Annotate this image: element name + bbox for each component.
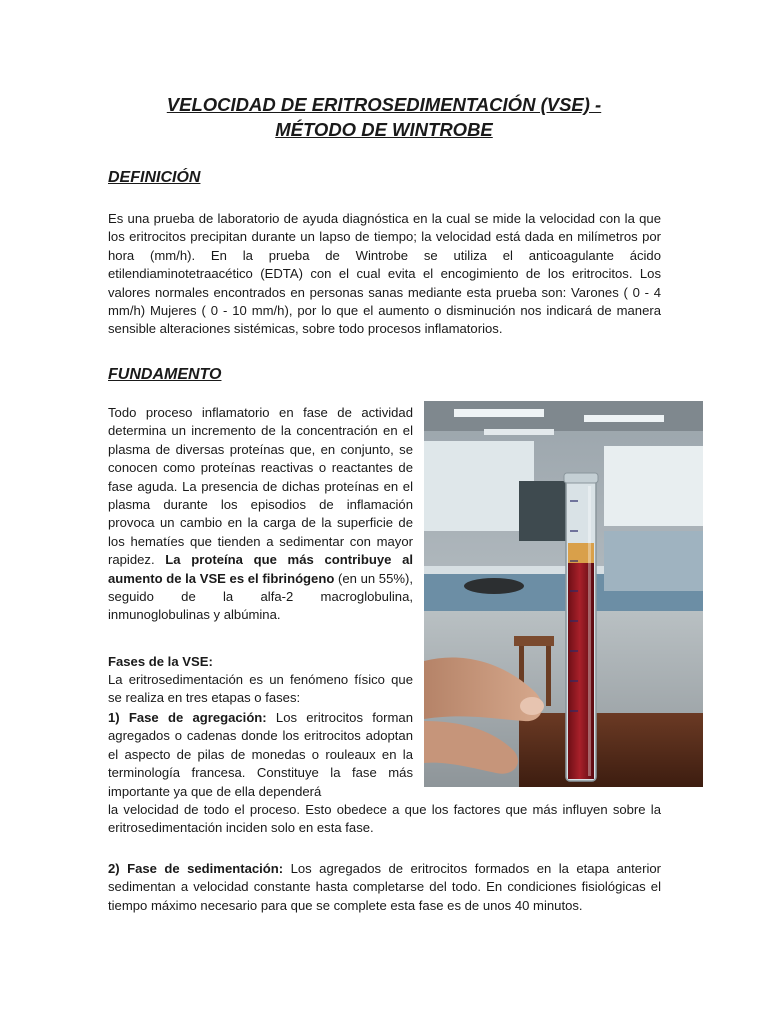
document-title: [100, 92, 668, 142]
lab-photo-illustration: [424, 401, 703, 787]
fase2-label: 2) Fase de sedimentación:: [108, 861, 284, 876]
fundamento-text-1: Todo proceso inflamatorio en fase de actividad determina un incremento de la concentración en el plasma de diversas proteínas que, en conjunto, se conocen como proteínas reactivas o reactantes de fase aguda. La presencia de dichas proteínas en el plasma durante los episodios de inflamación provoca un cambio en la carga de la superficie de los hematíes que tienden a sedimentar con mayor rapidez.: [108, 405, 413, 568]
fases-intro: La eritrosedimentación es un fenómeno físico que se realiza en tres etapas o fases:: [108, 672, 413, 706]
fase1-paragraph: [108, 709, 413, 801]
fase1-label: 1) Fase de agregación:: [108, 710, 267, 725]
title-line-1: VELOCIDAD DE ERITROSEDIMENTACIÓN (VSE) -: [166, 94, 602, 115]
definicion-heading: DEFINICIÓN: [108, 169, 201, 186]
fundamento-text-2: (en un 55%), seguido de la alfa-2 macroglobulina, inmunoglobulinas y albúmina.: [108, 570, 413, 623]
title-line-2: MÉTODO DE WINTROBE: [275, 119, 493, 140]
wintrobe-tube-photo: [424, 401, 703, 787]
fase1-text-a: Los eritrocitos forman agregados o cadenas donde los eritrocitos adoptan el aspecto de pilas de monedas o rouleaux en la terminología francesa. Constituye la fase más importante ya que de ella dependerá: [108, 710, 413, 799]
fase1-continuation: la velocidad de todo el proceso. Esto obedece a que los factores que más influyen sobre la eritrosedimentación inciden solo en esta fase.: [108, 802, 661, 836]
fundamento-paragraph: [108, 404, 413, 625]
fase2-paragraph: [108, 860, 661, 915]
fundamento-heading: FUNDAMENTO: [108, 366, 222, 383]
fases-heading: Fases de la VSE:: [108, 654, 213, 669]
fase2-text: Los agregados de eritrocitos formados en la etapa anterior sedimentan a velocidad constante hasta completarse del todo. En condiciones fisiológicas el tiempo máximo necesario para que se complete esta fase es de unos 40 minutos.: [108, 861, 661, 913]
fundamento-bold-text: La proteína que más contribuye al aumento de la VSE es el fibrinógeno: [108, 552, 413, 586]
definicion-paragraph: Es una prueba de laboratorio de ayuda diagnóstica en la cual se mide la velocidad con la que los eritrocitos precipitan durante un lapso de tiempo; la velocidad está dada en milímetros por hora (mm/h). En la prueba de Wintrobe se utiliza el anticoagulante ácido etilendiaminotetraacético (EDTA) con el cual evita el encogimiento de los eritrocitos. Los valores normales encontrados en personas sanas mediante esta prueba son: Varones ( 0 - 4 mm/h) Mujeres ( 0 - 10 mm/h), por lo que el aumento o disminución nos indicará de manera sensible alteraciones sistémicas, sobre todo procesos inflamatorios.: [108, 211, 661, 337]
